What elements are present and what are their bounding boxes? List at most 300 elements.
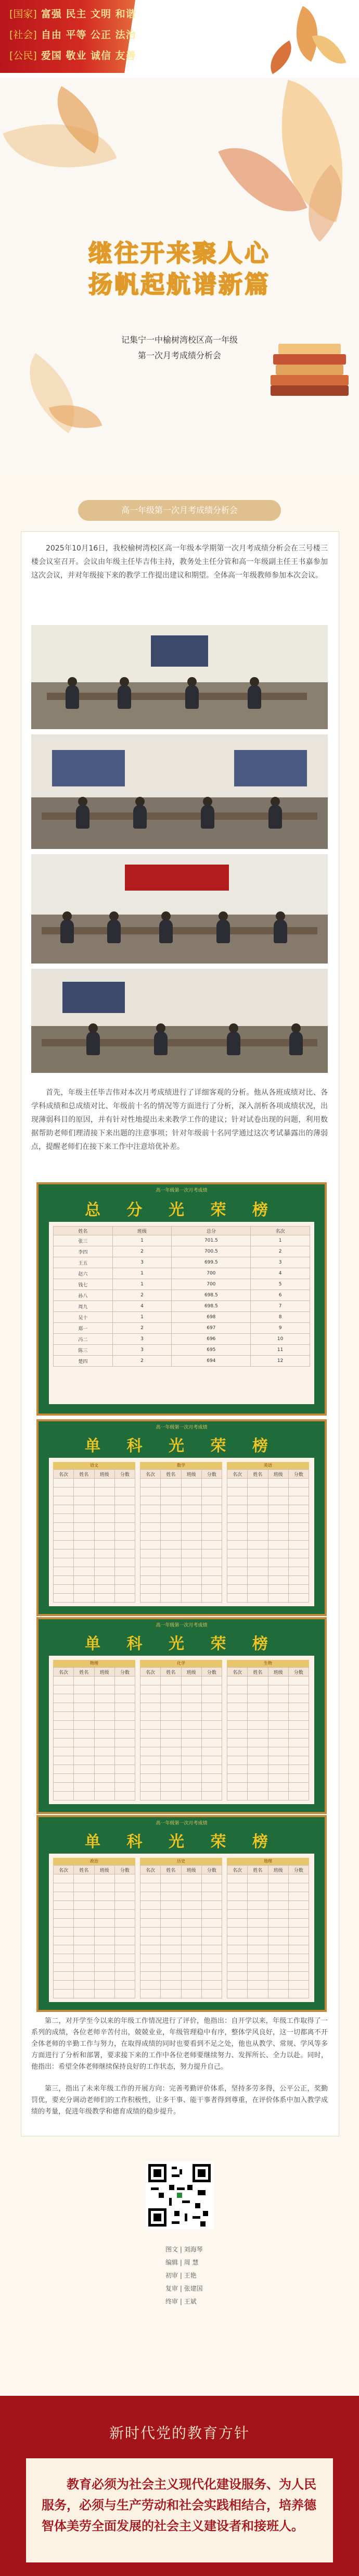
table-row (54, 1721, 135, 1730)
total-score-honor-board (36, 1182, 327, 1416)
table-header-row (227, 1668, 309, 1677)
table-cell (94, 1685, 114, 1694)
table-cell (248, 1721, 268, 1730)
table-cell (227, 1945, 248, 1954)
table-cell (201, 1703, 222, 1712)
table-cell (248, 1792, 268, 1800)
table-cell (54, 1694, 74, 1703)
table-cell (74, 1685, 94, 1694)
table-cell (201, 1677, 222, 1685)
table-cell: 698 (172, 1312, 251, 1323)
table-cell (201, 1739, 222, 1747)
table-cell (54, 1874, 74, 1883)
table-cell (140, 1739, 161, 1747)
table-cell (288, 1783, 309, 1792)
section-banner: 高一年级第一次月考成绩分析会 (78, 500, 281, 521)
table-cell (288, 1712, 309, 1721)
table-cell (201, 1694, 222, 1703)
table-cell (161, 1523, 181, 1532)
table-row (227, 1685, 309, 1694)
table-cell (268, 1703, 288, 1712)
table-cell (161, 1972, 181, 1981)
column-header: 班级 (268, 1668, 288, 1677)
honor-caption: 高一年级第一次月考成绩 (156, 1188, 208, 1193)
table-cell (288, 1919, 309, 1928)
table-cell (181, 1694, 201, 1703)
table-cell (54, 1523, 74, 1532)
table-cell (74, 1523, 94, 1532)
table-cell (94, 1954, 114, 1963)
table-cell (140, 1990, 161, 1998)
table-row (54, 1703, 135, 1712)
table-cell (114, 1576, 135, 1585)
table-cell (248, 1541, 268, 1549)
table-cell (94, 1703, 114, 1712)
table-cell (201, 1576, 222, 1585)
table-cell: 700 (172, 1279, 251, 1290)
table-cell (268, 1910, 288, 1919)
table-row (54, 1792, 135, 1800)
table-cell (94, 1747, 114, 1756)
table-cell (227, 1576, 248, 1585)
table-cell (94, 1936, 114, 1945)
table-cell (94, 1541, 114, 1549)
table-row (54, 1487, 135, 1496)
table-header-row (140, 1668, 222, 1677)
table-cell (268, 1514, 288, 1523)
table-row (54, 1774, 135, 1783)
table-cell (94, 1874, 114, 1883)
meeting-photo (31, 969, 328, 1073)
table-row (140, 1703, 222, 1712)
table-cell (248, 1783, 268, 1792)
table-cell (248, 1730, 268, 1739)
table-cell (181, 1549, 201, 1558)
article-paragraph: 2025年10月16日，我校榆树湾校区高一年级本学期第一次月考成绩分析会在三号楼三楼会议室召开。会议由年级主任毕吉伟主持，教务处主任分管和高一年级副主任王书嘉参加这次会议，并对年级接下来的教学工作提出建议和期望。全体高一年级教师参加本次会议。 (31, 544, 328, 580)
table-cell (140, 1549, 161, 1558)
table-cell (54, 1990, 74, 1998)
table-cell (227, 1739, 248, 1747)
table-row (54, 1279, 310, 1290)
table-cell (161, 1874, 181, 1883)
table-cell (54, 1567, 74, 1576)
table-cell: 郑一 (54, 1323, 113, 1334)
table-cell (288, 1730, 309, 1739)
table-cell (181, 1721, 201, 1730)
table-cell (227, 1487, 248, 1496)
table-cell (74, 1936, 94, 1945)
table-cell (140, 1730, 161, 1739)
table-cell (94, 1576, 114, 1585)
table-cell (248, 1677, 268, 1685)
table-row (140, 1505, 222, 1514)
table-row (140, 1739, 222, 1747)
table-row (140, 1792, 222, 1800)
table-cell (201, 1549, 222, 1558)
table-cell (114, 1883, 135, 1892)
table-cell (268, 1783, 288, 1792)
column-header: 班级 (112, 1227, 172, 1235)
table-cell (74, 1954, 94, 1963)
table-row (54, 1901, 135, 1910)
table-row (227, 1945, 309, 1954)
subject-caption: 化学 (140, 1660, 222, 1667)
table-cell (94, 1479, 114, 1487)
subject-caption: 地理 (227, 1858, 309, 1865)
table-cell (288, 1487, 309, 1496)
table-cell (288, 1892, 309, 1901)
table-cell (161, 1774, 181, 1783)
table-row (140, 1514, 222, 1523)
table-row (54, 1990, 135, 1998)
table-row (227, 1487, 309, 1496)
table-cell (248, 1712, 268, 1721)
table-cell (74, 1928, 94, 1936)
table-header-row (54, 1227, 310, 1235)
table-row (54, 1972, 135, 1981)
table-cell (74, 1496, 94, 1505)
table-cell (201, 1963, 222, 1972)
table-cell: 2 (112, 1356, 172, 1367)
table-cell (248, 1514, 268, 1523)
table-cell (248, 1756, 268, 1765)
table-cell (248, 1739, 268, 1747)
table-cell: 李四 (54, 1246, 113, 1257)
table-row (54, 1783, 135, 1792)
table-cell (201, 1514, 222, 1523)
table-row (54, 1892, 135, 1901)
article-paragraph: 首先，年级主任毕吉伟对本次月考成绩进行了详细客观的分析。他从各班成绩对比、各学科成绩和总成绩对比、年级前十名的情况等方面进行了分析，深入剖析各项成绩状况，出现薄弱科目的原因，并有针对性地提出未来教学工作的建议；针对试卷出现的问题，利用数据帮助老师们理清接下来出题的注意事项；针对年级前十名同学通过这次考试暴露出的薄弱点，提醒老师们在接下来工作中注意培优补差。 (31, 1089, 328, 1151)
table-cell (74, 1919, 94, 1928)
table-cell (288, 1774, 309, 1783)
table-cell (288, 1694, 309, 1703)
table-cell: 5 (251, 1279, 310, 1290)
table-cell (161, 1558, 181, 1567)
table-cell (114, 1677, 135, 1685)
table-row (227, 1496, 309, 1505)
table-cell (161, 1730, 181, 1739)
table-cell (268, 1883, 288, 1892)
table-cell (288, 1936, 309, 1945)
table-cell: 3 (112, 1257, 172, 1268)
table-cell (181, 1677, 201, 1685)
table-row (227, 1928, 309, 1936)
core-values-header (0, 0, 359, 78)
table-cell (248, 1585, 268, 1594)
credit-line: 图文 | 刘海琴 (165, 2246, 203, 2253)
table-cell (268, 1747, 288, 1756)
table-cell (54, 1892, 74, 1901)
table-row (140, 1892, 222, 1901)
table-row (140, 1677, 222, 1685)
table-cell (268, 1712, 288, 1721)
table-cell (181, 1756, 201, 1765)
table-cell (201, 1765, 222, 1774)
table-cell (268, 1585, 288, 1594)
column-header: 姓名 (248, 1668, 268, 1677)
table-cell (227, 1549, 248, 1558)
table-cell (94, 1892, 114, 1901)
table-cell (201, 1981, 222, 1990)
table-cell (248, 1505, 268, 1514)
table-cell: 700 (172, 1268, 251, 1279)
table-cell (161, 1981, 181, 1990)
table-cell (181, 1487, 201, 1496)
table-row (140, 1928, 222, 1936)
subject-table (140, 1660, 222, 1800)
table-cell (54, 1783, 74, 1792)
table-cell (74, 1990, 94, 1998)
table-cell (181, 1541, 201, 1549)
table-cell (140, 1558, 161, 1567)
table-row (54, 1496, 135, 1505)
table-cell (114, 1756, 135, 1765)
table-cell (140, 1972, 161, 1981)
table-cell (181, 1523, 201, 1532)
table-cell (181, 1739, 201, 1747)
table-row (54, 1928, 135, 1936)
qr-code[interactable] (146, 2161, 213, 2229)
table-row (227, 1756, 309, 1765)
table-cell (74, 1585, 94, 1594)
table-cell (181, 1883, 201, 1892)
table-row (54, 1883, 135, 1892)
table-cell (114, 1712, 135, 1721)
table-cell (248, 1910, 268, 1919)
table-cell: 2 (112, 1290, 172, 1301)
table-row (54, 1290, 310, 1301)
table-cell (54, 1703, 74, 1712)
table-cell (161, 1567, 181, 1576)
table-cell (114, 1792, 135, 1800)
table-row (140, 1549, 222, 1558)
table-cell (288, 1703, 309, 1712)
table-cell (181, 1514, 201, 1523)
table-row (227, 1479, 309, 1487)
table-cell (114, 1954, 135, 1963)
table-cell (268, 1567, 288, 1576)
table-row (54, 1756, 135, 1765)
table-row (227, 1747, 309, 1756)
table-row (227, 1721, 309, 1730)
table-cell (227, 1883, 248, 1892)
table-cell (140, 1514, 161, 1523)
column-header: 班级 (181, 1668, 201, 1677)
table-cell (288, 1901, 309, 1910)
table-cell (114, 1919, 135, 1928)
table-cell (114, 1523, 135, 1532)
table-cell (181, 1496, 201, 1505)
table-cell (227, 1505, 248, 1514)
table-cell: 698.5 (172, 1301, 251, 1312)
table-row (140, 1576, 222, 1585)
table-cell (288, 1479, 309, 1487)
table-row (227, 1954, 309, 1963)
table-cell: 697 (172, 1323, 251, 1334)
column-header: 姓名 (54, 1227, 113, 1235)
table-cell (74, 1514, 94, 1523)
hero-title-line2: 扬帆起航谱新篇 (88, 270, 271, 298)
honor-title: 总 分 光 荣 榜 (85, 1201, 278, 1219)
table-header-row (140, 1866, 222, 1874)
table-cell (114, 1594, 135, 1603)
table-row (227, 1972, 309, 1981)
table-cell (268, 1874, 288, 1883)
table-cell (94, 1919, 114, 1928)
table-cell (181, 1972, 201, 1981)
column-header: 班级 (94, 1866, 114, 1874)
column-header: 名次 (140, 1668, 161, 1677)
table-cell (248, 1928, 268, 1936)
table-cell (114, 1981, 135, 1990)
column-header: 姓名 (161, 1866, 181, 1874)
table-cell (161, 1954, 181, 1963)
table-cell (161, 1703, 181, 1712)
table-cell (268, 1496, 288, 1505)
table-cell (181, 1594, 201, 1603)
table-cell (248, 1694, 268, 1703)
table-row (227, 1892, 309, 1901)
column-header: 姓名 (74, 1866, 94, 1874)
table-cell (288, 1739, 309, 1747)
table-cell (140, 1677, 161, 1685)
column-header: 分数 (201, 1470, 222, 1479)
column-header: 名次 (140, 1470, 161, 1479)
honor-caption: 高一年级第一次月考成绩 (156, 1821, 208, 1826)
table-cell (161, 1747, 181, 1756)
table-cell (54, 1756, 74, 1765)
table-cell (288, 1585, 309, 1594)
table-cell (201, 1541, 222, 1549)
table-row (227, 1703, 309, 1712)
table-cell (201, 1479, 222, 1487)
table-row (54, 1268, 310, 1279)
table-cell (248, 1919, 268, 1928)
table-cell (161, 1936, 181, 1945)
table-cell (248, 1765, 268, 1774)
table-cell (74, 1874, 94, 1883)
table-cell (288, 1677, 309, 1685)
table-cell (288, 1972, 309, 1981)
table-cell (181, 1479, 201, 1487)
table-cell (181, 1747, 201, 1756)
table-cell (201, 1892, 222, 1901)
table-cell (140, 1479, 161, 1487)
table-cell: 3 (112, 1345, 172, 1356)
table-cell (140, 1765, 161, 1774)
table-cell (94, 1585, 114, 1594)
table-cell (288, 1792, 309, 1800)
table-cell (140, 1585, 161, 1594)
subject-table (140, 1462, 222, 1603)
table-row (140, 1487, 222, 1496)
single-subject-honor-board (36, 1617, 327, 1814)
table-cell (268, 1532, 288, 1541)
table-cell (161, 1739, 181, 1747)
table-cell (140, 1981, 161, 1990)
table-row (140, 1730, 222, 1739)
table-row (227, 1919, 309, 1928)
table-cell: 吴十 (54, 1312, 113, 1323)
table-cell (288, 1541, 309, 1549)
column-header: 姓名 (248, 1470, 268, 1479)
table-row (227, 1981, 309, 1990)
table-cell (94, 1990, 114, 1998)
table-cell (181, 1919, 201, 1928)
subject-caption: 英语 (227, 1462, 309, 1469)
table-cell (140, 1532, 161, 1541)
table-row (54, 1585, 135, 1594)
table-cell (114, 1721, 135, 1730)
table-cell (140, 1721, 161, 1730)
table-row (140, 1567, 222, 1576)
table-row (140, 1685, 222, 1694)
table-cell (201, 1954, 222, 1963)
table-cell (248, 1558, 268, 1567)
credit-line: 编辑 | 周 慧 (165, 2259, 199, 2266)
table-row (227, 1739, 309, 1747)
table-row (140, 1945, 222, 1954)
table-cell (201, 1487, 222, 1496)
table-row (227, 1541, 309, 1549)
table-cell (54, 1774, 74, 1783)
article-paragraph: 第二，对开学至今以来的年级工作情况进行了评价，他指出：自开学以来，年级工作取得了一系列的成绩，各位老师辛苦付出，兢兢业业，年级管理稳中有序，整体学风良好，这一切都离不开全体老师的辛勤工作与努力，在取得成绩的同时也要看到不足之处，他也从教学、常规、学风等多方面进行了分析和部署，要求接下来的工作中各位老师要继续努力、发挥所长、全力以赴。同时，他指出：希望全体老师继续保持良好的工作状态，努力提升自己。 (31, 2017, 328, 2071)
table-row (54, 1945, 135, 1954)
table-cell (161, 1505, 181, 1514)
table-cell: 6 (251, 1290, 310, 1301)
table-cell (74, 1594, 94, 1603)
table-header-row (54, 1866, 135, 1874)
meeting-photo (31, 625, 328, 729)
table-row (54, 1874, 135, 1883)
table-cell (268, 1594, 288, 1603)
table-cell (74, 1567, 94, 1576)
table-cell: 700.5 (172, 1246, 251, 1257)
table-row (227, 1901, 309, 1910)
table-cell (54, 1901, 74, 1910)
table-cell (288, 1523, 309, 1532)
honor-title: 单 科 光 荣 榜 (85, 1833, 278, 1851)
table-row (54, 1356, 310, 1367)
table-cell (268, 1936, 288, 1945)
table-cell (74, 1576, 94, 1585)
table-row (227, 1549, 309, 1558)
table-cell (201, 1883, 222, 1892)
education-policy-footer (0, 2396, 359, 2576)
table-cell (268, 1919, 288, 1928)
table-cell (181, 1567, 201, 1576)
table-row (54, 1505, 135, 1514)
column-header: 姓名 (248, 1866, 268, 1874)
table-row (54, 1694, 135, 1703)
table-cell (54, 1594, 74, 1603)
table-cell (114, 1901, 135, 1910)
table-cell (140, 1505, 161, 1514)
table-cell (201, 1585, 222, 1594)
table-cell (54, 1487, 74, 1496)
table-cell: 张三 (54, 1235, 113, 1246)
table-cell (161, 1487, 181, 1496)
table-row (54, 1963, 135, 1972)
table-cell (248, 1972, 268, 1981)
hero-subtitle-line2: 第一次月考成绩分析会 (137, 351, 221, 360)
table-cell (268, 1730, 288, 1739)
hero-subtitle-line1: 记集宁一中榆树湾校区高一年级 (121, 335, 238, 345)
table-cell (268, 1954, 288, 1963)
table-cell (94, 1756, 114, 1765)
table-cell (227, 1954, 248, 1963)
table-cell (94, 1730, 114, 1739)
